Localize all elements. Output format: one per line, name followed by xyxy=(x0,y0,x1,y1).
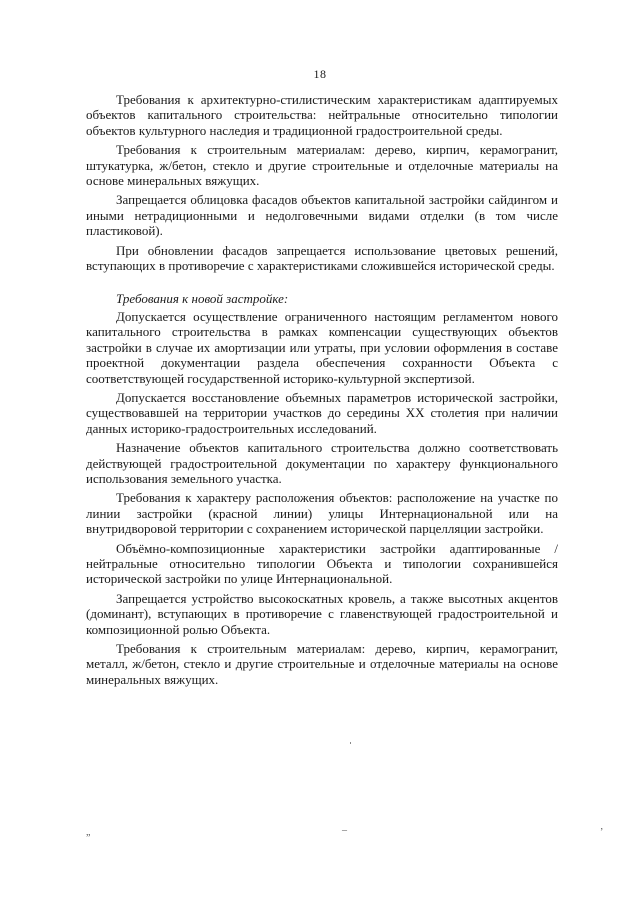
paragraph-color-prohibition: При обновлении фасадов запрещается использование цветовых решений, вступающих в противоречие с характеристиками сложившейся исторической среды. xyxy=(86,242,558,274)
paragraph-purpose: Назначение объектов капитального строительства должно соответствовать действующей градостроительной документации по характеру функционального использования земельного участка. xyxy=(86,440,558,486)
paragraph-roof-prohibition: Запрещается устройство высокоскатных кровель, а также высотных акцентов (доминант), вступающих в противоречие с главенствующей градостроительной и композиционной ролью Объекта. xyxy=(86,590,558,637)
paragraph-material-requirements: Требования к строительным материалам: дерево, кирпич, керамогранит, штукатурка, ж/бетон, стекло и другие строительные и отделочные материалы на основе минеральных вяжущих. xyxy=(86,142,558,189)
paragraph-volume-restoration: Допускается восстановление объемных параметров исторической застройки, существовавшей на территории участков до середины XX столетия при наличии данных историко-градостроительных исследований. xyxy=(86,389,558,436)
scan-mark-right: ’ xyxy=(600,827,604,838)
section-heading-new-construction: Требования к новой застройке: xyxy=(116,291,289,307)
paragraph-new-construction-allowed: Допускается осуществление ограниченного настоящим регламентом нового капитального строительства в рамках компенсации существующих объектов застройки в случае их амортизации или утраты, при условии оформления в составе проектной документации раздела обеспечения сохранности Объекта с соответствующей государственной историко-культурной экспертизой. xyxy=(86,308,558,386)
paragraph-siding-prohibition: Запрещается облицовка фасадов объектов капитальной застройки сайдингом и иными нетрадиционными и недолговечными видами отделки (в том числе пластиковой). xyxy=(86,192,558,239)
paragraph-architectural-requirements: Требования к архитектурно-стилистическим характеристикам адаптируемых объектов капитального строительства: нейтральные относительно типологии объектов культурного наследия и традиционной градостроительной среды. xyxy=(86,92,558,138)
paragraph-placement: Требования к характеру расположения объектов: расположение на участке по линии застройки (красной линии) улицы Интернациональной или на внутридворовой территории с сохранением исторической парцелляции застройки. xyxy=(86,490,558,537)
paragraph-new-materials: Требования к строительным материалам: дерево, кирпич, керамогранит, металл, ж/бетон, стекло и другие строительные и отделочные материалы на основе минеральных вяжущих. xyxy=(86,641,558,687)
paragraph-composition: Объёмно-композиционные характеристики застройки адаптированные /нейтральные относительно типологии Объекта и типологии сохранившейся исторической застройки по улице Интернациональной. xyxy=(86,540,558,587)
document-body xyxy=(86,92,558,691)
scan-speck xyxy=(350,742,351,744)
scan-mark-center: – xyxy=(342,825,347,836)
scan-mark-left: „ xyxy=(86,827,91,838)
page-number: 18 xyxy=(313,67,327,81)
